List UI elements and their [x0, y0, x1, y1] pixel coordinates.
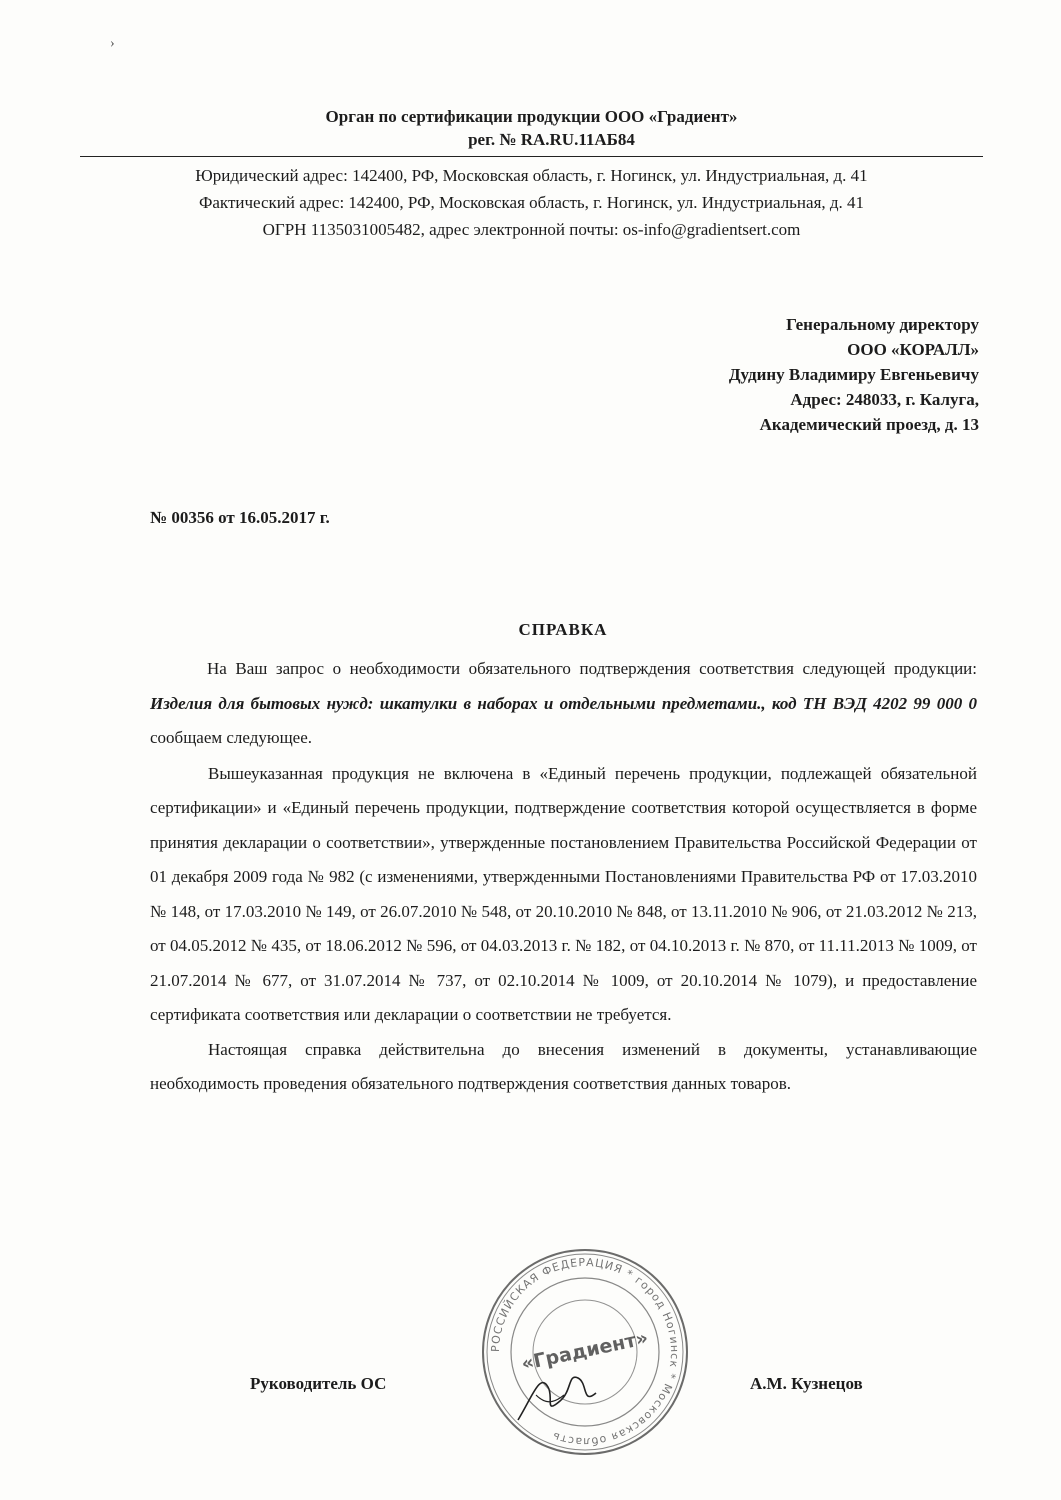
document-body	[150, 652, 977, 1102]
paragraph-conclusion: Вышеуказанная продукция не включена в «Единый перечень продукции, подлежащей обязательной сертификации» и «Единый перечень продукции, подтверждение соответствия которой осуществляется в форме принятия декларации о соответствии», утвержденные постановлением Правительства Российской Федерации от 01 декабря 2009 года № 982 (с изменениями, утвержденными Постановлениями Правительства РФ от 17.03.2010 № 148, от 17.03.2010 № 149, от 26.07.2010 № 548, от 20.10.2010 № 848, от 13.11.2010 № 906, от 21.03.2012 № 213, от 04.05.2012 № 435, от 18.06.2012 № 596, от 04.03.2013 г. № 182, от 04.10.2013 г. № 870, от 11.11.2013 № 1009, от 21.07.2014 № 677, от 31.07.2014 № 737, от 02.10.2014 № 1009, от 20.10.2014 № 1079), и предоставление сертификата соответствия или декларации о соответствии не требуется.	[150, 763, 977, 1024]
actual-address: Фактический адрес: 142400, РФ, Московская область, г. Ногинск, ул. Индустриальная, д. 41	[198, 193, 865, 212]
legal-address: Юридический адрес: 142400, РФ, Московская область, г. Ногинск, ул. Индустриальная, д. 41	[195, 166, 868, 185]
org-name: Орган по сертификации продукции ООО «Градиент»	[325, 107, 738, 126]
recipient-block	[729, 312, 979, 437]
paragraph-request-lead: На Ваш запрос о необходимости обязательного подтверждения соответствия следующей продукции:	[207, 659, 977, 678]
product-description: Изделия для бытовых нужд: шкатулки в наборах и отдельными предметами., код ТН ВЭД 4202 99 000 0	[150, 693, 977, 713]
ogrn-email: ОГРН 1135031005482, адрес электронной почты: os-info@gradientsert.com	[262, 220, 801, 239]
paragraph-validity: Настоящая справка действительна до внесения изменений в документы, устанавливающие необходимость проведения обязательного подтверждения соответствия данных товаров.	[150, 1039, 977, 1093]
official-stamp	[478, 1245, 692, 1459]
recipient-company: ООО «КОРАЛЛ»	[847, 340, 979, 359]
recipient-address-street: Академический проезд, д. 13	[759, 415, 979, 434]
handwritten-signature	[518, 1377, 596, 1420]
letterhead	[80, 105, 983, 151]
document-title: СПРАВКА	[518, 620, 608, 639]
registration-number: рег. № RA.RU.11АБ84	[468, 130, 635, 149]
recipient-position: Генеральному директору	[786, 315, 979, 334]
paragraph-request-tail: сообщаем следующее.	[150, 728, 313, 747]
document-number: № 00356 от 16.05.2017 г.	[150, 508, 330, 527]
scan-speck: ›	[110, 36, 115, 51]
stamp-ring-text: РОССИЙСКАЯ ФЕДЕРАЦИЯ * город Ногинск * Московская область	[488, 1255, 682, 1449]
stamp-center-text: «Градиент»	[519, 1326, 651, 1376]
paragraph-request	[150, 652, 977, 756]
recipient-address: Адрес: 248033, г. Калуга,	[790, 390, 979, 409]
signatory-name: А.М. Кузнецов	[750, 1374, 863, 1393]
header-divider	[80, 156, 983, 157]
address-block	[80, 162, 983, 243]
recipient-name: Дудину Владимиру Евгеньевичу	[728, 365, 979, 384]
signatory-position: Руководитель ОС	[250, 1374, 387, 1393]
